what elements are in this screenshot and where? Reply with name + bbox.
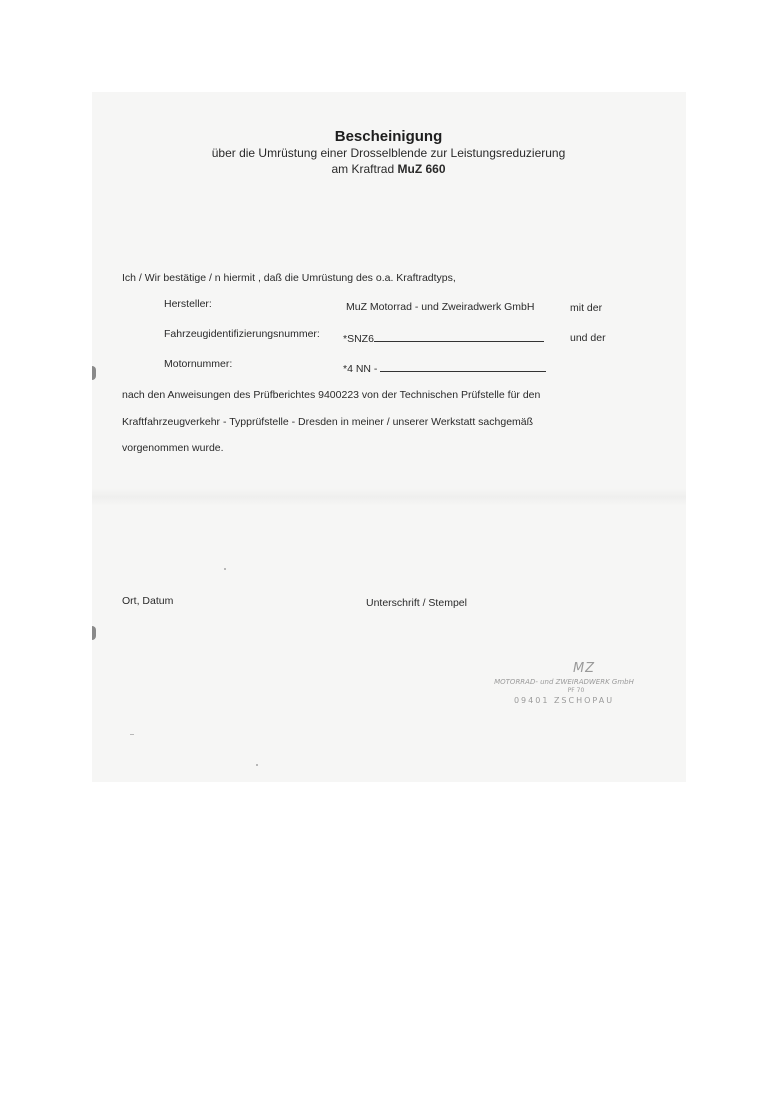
scan-speck <box>224 568 226 570</box>
manufacturer-label: Hersteller: <box>164 298 212 310</box>
manufacturer-value: MuZ Motorrad - und Zweiradwerk GmbH <box>346 301 535 313</box>
scan-speck <box>130 734 134 735</box>
company-stamp <box>484 662 644 705</box>
paper-fold <box>92 488 686 506</box>
body-line-1: nach den Anweisungen des Prüfberichtes 9400223 von der Technischen Prüfstelle für den <box>122 389 541 401</box>
vin-suffix: und der <box>570 332 606 344</box>
vin-value: *SNZ6 <box>343 333 374 345</box>
stamp-logo: MZ <box>572 661 596 676</box>
document-title: Bescheinigung <box>334 128 443 145</box>
manufacturer-suffix: mit der <box>570 302 603 314</box>
stamp-pobox: PF 70 <box>567 687 585 694</box>
document-subtitle-model <box>0 162 777 176</box>
body-line-2: Kraftfahrzeugverkehr - Typprüfstelle - Dresden in meiner / unserer Werkstatt sachgemäß <box>122 416 534 428</box>
subtitle-prefix: am Kraftrad <box>331 162 395 176</box>
subtitle-model: MuZ 660 <box>397 162 446 176</box>
vin-label: Fahrzeugidentifizierungsnummer: <box>164 328 320 340</box>
punch-hole-mark-bottom <box>92 626 96 640</box>
engine-field <box>343 361 546 375</box>
vin-fill-line <box>374 331 544 342</box>
punch-hole-mark-top <box>92 366 96 380</box>
signature-label: Unterschrift / Stempel <box>366 597 467 609</box>
engine-fill-line <box>380 361 546 372</box>
stamp-company: MOTORRAD- und ZWEIRADWERK GmbH <box>494 678 634 686</box>
engine-label: Motornummer: <box>164 358 233 370</box>
vin-field <box>343 331 544 345</box>
body-line-3: vorgenommen wurde. <box>122 442 224 454</box>
scan-speck <box>256 764 258 766</box>
stamp-address: 09401 ZSCHOPAU <box>513 696 615 705</box>
intro-text: Ich / Wir bestätige / n hiermit , daß die Umrüstung des o.a. Kraftradtyps, <box>122 272 456 284</box>
engine-value: *4 NN - <box>343 363 378 375</box>
document-subtitle: über die Umrüstung einer Drosselblende zur Leistungsreduzierung <box>211 146 566 160</box>
place-date-label: Ort, Datum <box>122 595 174 607</box>
